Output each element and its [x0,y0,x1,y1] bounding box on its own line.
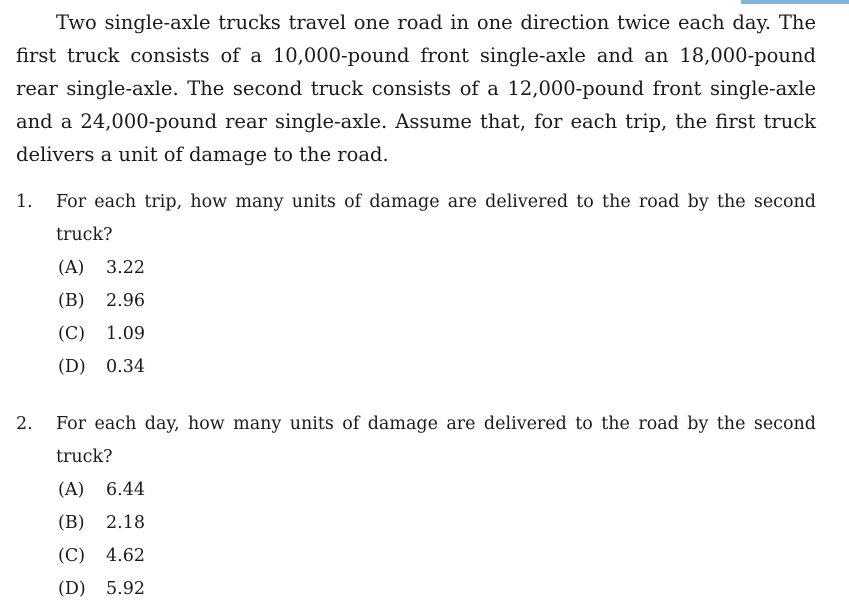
choice-value: 2.96 [106,291,145,311]
choice-letter: (C) [58,324,86,344]
choice-letter: (D) [58,357,86,377]
answer-choice-d[interactable] [58,573,816,606]
question-number: 1. [16,192,33,212]
choice-letter: (A) [58,258,85,278]
answer-choice-b[interactable] [58,507,816,540]
problem-statement: Two single-axle trucks travel one road in one direction twice each day. The first truck consists of a 10,000-pound front single-axle and an 18,000-pound rear single-axle. The second truck consists of a 12,000-pound front single-axle and a 24,000-pound rear single-axle. Assume that, for each trip, the first truck delivers a unit of damage to the road. [16,11,816,166]
choice-value: 1.09 [106,324,145,344]
question-text: For each trip, how many units of damage are delivered to the road by the second truck? [56,192,816,245]
answer-choices [16,252,816,384]
choice-letter: (B) [58,291,85,311]
question-number: 2. [16,414,33,434]
question-text: For each day, how many units of damage are delivered to the road by the second truck? [56,414,816,467]
choice-value: 5.92 [106,579,145,599]
answer-choice-c[interactable] [58,318,816,351]
choice-value: 6.44 [106,480,145,500]
choice-value: 2.18 [106,513,145,533]
choice-value: 4.62 [106,546,145,566]
answer-choice-a[interactable] [58,474,816,507]
choice-letter: (C) [58,546,86,566]
choice-value: 3.22 [106,258,145,278]
question-2 [16,408,816,606]
choice-letter: (B) [58,513,85,533]
choice-letter: (D) [58,579,86,599]
page-edge-mark [741,0,849,4]
choice-value: 0.34 [106,357,145,377]
answer-choice-a[interactable] [58,252,816,285]
answer-choice-c[interactable] [58,540,816,573]
choice-letter: (A) [58,480,85,500]
answer-choice-d[interactable] [58,351,816,384]
question-1 [16,186,816,384]
answer-choices [16,474,816,606]
answer-choice-b[interactable] [58,285,816,318]
